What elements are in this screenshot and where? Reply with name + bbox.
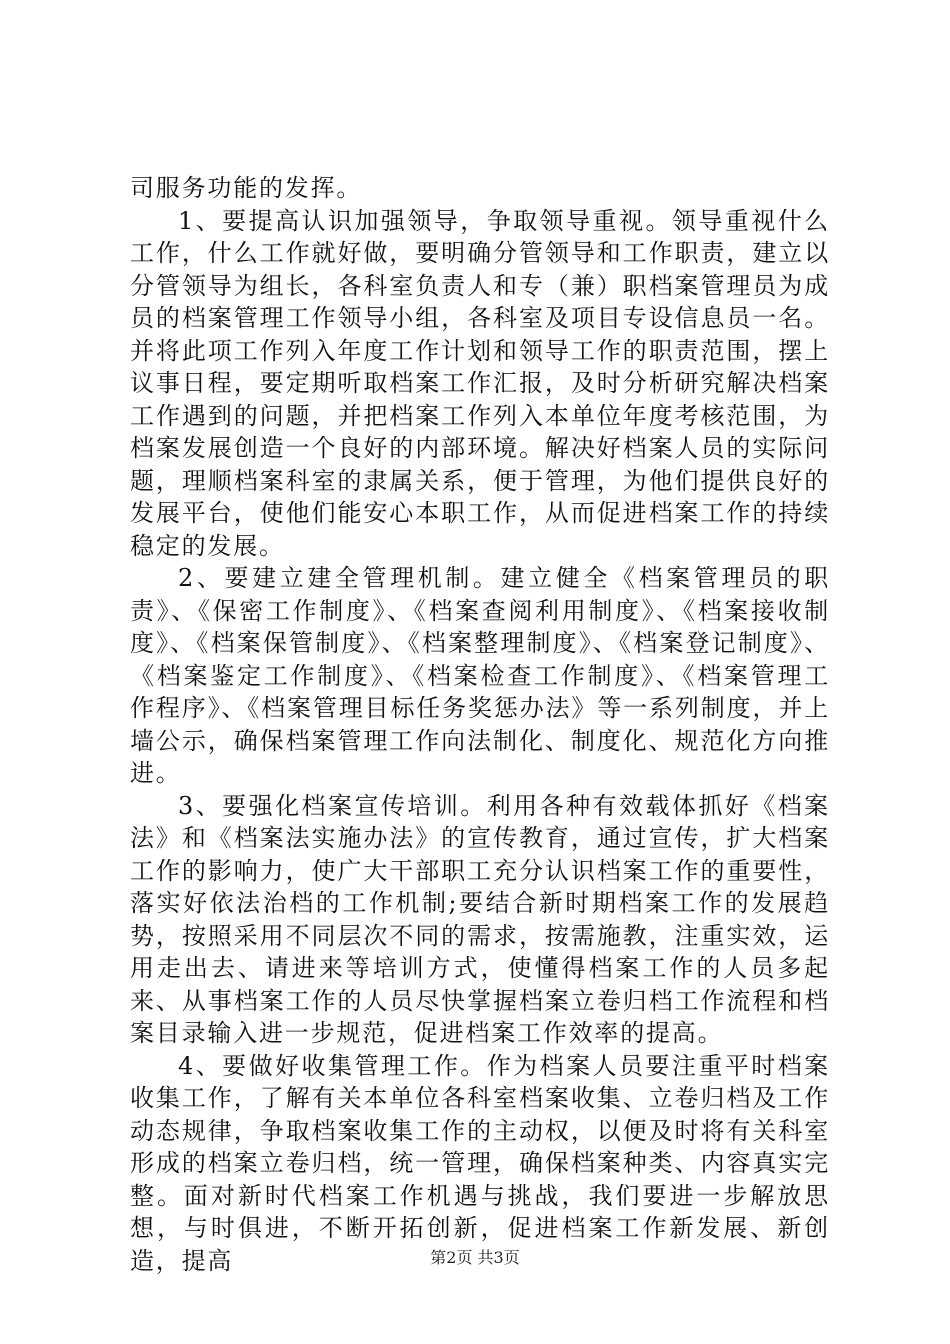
paragraph-item-3: 3、要强化档案宣传培训。利用各种有效载体抓好《档案法》和《档案法实施办法》的宣传教育，通过宣传，扩大档案工作的影响力，使广大干部职工充分认识档案工作的重要性，落实好依法治档的工作机制;要结合新时期档案工作的发展趋势，按照采用不同层次不同的需求，按需施教，注重实效，运用走出去、请进来等培训方式，使懂得档案工作的人员多起来、从事档案工作的人员尽快掌握档案立卷归档工作流程和档案目录输入进一步规范，促进档案工作效率的提高。 — [130, 791, 830, 1047]
page-number-footer: 第2页 共3页 — [430, 1248, 520, 1267]
paragraph-item-1: 1、要提高认识加强领导，争取领导重视。领导重视什么工作，什么工作就好做，要明确分管领导和工作职责，建立以分管领导为组长，各科室负责人和专（兼）职档案管理员为成员的档案管理工作领导小组，各科室及项目专设信息员一名。并将此项工作列入年度工作计划和领导工作的职责范围，摆上议事日程，要定期听取档案工作汇报，及时分析研究解决档案工作遇到的问题，并把档案工作列入本单位年度考核范围，为档案发展创造一个良好的内部环境。解决好档案人员的实际问题，理顺档案科室的隶属关系，便于管理，为他们提供良好的发展平台，使他们能安心本职工作，从而促进档案工作的持续稳定的发展。 — [130, 206, 830, 560]
paragraph-item-4: 4、要做好收集管理工作。作为档案人员要注重平时档案收集工作，了解有关本单位各科室档案收集、立卷归档及工作动态规律，争取档案收集工作的主动权，以便及时将有关科室形成的档案立卷归档，统一管理，确保档案种类、内容真实完整。面对新时代档案工作机遇与挑战，我们要进一步解放思想，与时俱进，不断开拓创新，促进档案工作新发展、新创造，提高 — [130, 1051, 830, 1275]
document-body — [130, 172, 830, 1277]
paragraph-continuation: 司服务功能的发挥。 — [130, 174, 363, 202]
paragraph-item-2: 2、要建立建全管理机制。建立健全《档案管理员的职责》、《保密工作制度》、《档案查阅利用制度》、《档案接收制度》、《档案保管制度》、《档案整理制度》、《档案登记制度》、《档案鉴定工作制度》、《档案检查工作制度》、《档案管理工作程序》、《档案管理目标任务奖惩办法》等一系列制度，并上墙公示，确保档案管理工作向法制化、制度化、规范化方向推进。 — [130, 564, 830, 787]
